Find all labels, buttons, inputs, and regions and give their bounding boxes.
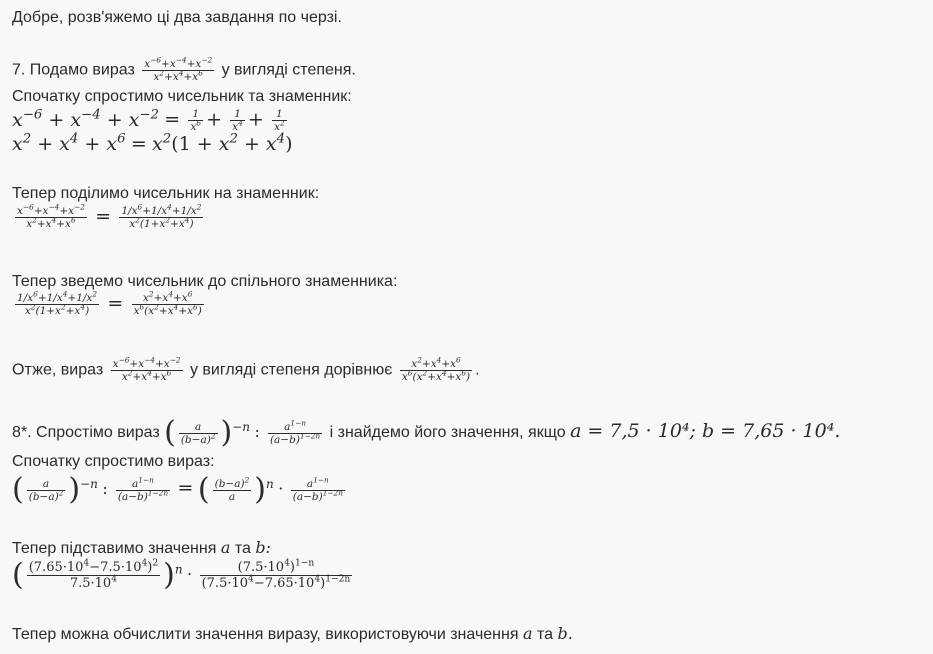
- task7-conclusion: Отже, вираз $\frac{x^{-6}+x^{-4}+x^{-2}}{x^2+x^4+x^6}$ у вигляді степеня дорівнює $\frac{x^2+x^4+x^6}{x^6(x^2+x^4+x^6)}$ .: [12, 355, 480, 383]
- task7-step1: Спочатку спростимо чисельник та знаменник:: [12, 88, 352, 105]
- denominator-simplification: $x^2 + x^4 + x^6 = x^2(1 + x^2 + x^4)$: [12, 131, 293, 155]
- task7-heading: [12, 55, 356, 83]
- task7-lead: 7. Подамо вираз: [12, 61, 135, 79]
- task7-tail: у вигляді степеня.: [221, 61, 356, 79]
- division-step: $\frac{x^{-6}+x^{-4}+x^{-2}}{x^2+x^4+x^6}$ = $\frac{1/x^6+1/x^4+1/x^2}{x^2(1+x^2+x^4)}$: [17, 202, 202, 230]
- substitution-step: ( $\frac{(7.65\cdot 10^4-7.5\cdot 10^4)^2}{7.5\cdot 10^4}$ )$^n$ · $\frac{(7.5\cdot 10^4)^{1-n}}{(7.5\cdot 10^4-7.65\cdot 10^4)^{1-2n}}$: [12, 557, 351, 593]
- task8-step2: Тепер підставимо значення a та b:: [12, 538, 271, 557]
- simplification-step: ( $\frac{a}{(b-a)^2}$ )$^{-n}$ : $\frac{a^{1-n}}{(a-b)^{1-2n}}$ = ( $\frac{(b-a)^2}{a}$ )$^n$ · $\frac{a^{1-n}}{(a-b)^{1-2n}}$: [12, 472, 343, 507]
- common-denominator-step: $\frac{1/x^6+1/x^4+1/x^2}{x^2(1+x^2+x^4)}$ = $\frac{x^2+x^4+x^6}{x^6(x^2+x^4+x^6)}$: [17, 289, 202, 317]
- task7-expression: $\frac{x^{-6}+x^{-4}+x^{-2}}{x^2+x^4+x^6}$: [144, 55, 213, 83]
- task8-condition: a = 7,5 · 10⁴; b = 7,65 · 10⁴.: [570, 420, 841, 443]
- task7-step3: Тепер зведемо чисельник до спільного знаменника:: [12, 273, 398, 290]
- task7-step2: Тепер поділимо чисельник на знаменник:: [12, 185, 320, 202]
- task8-final: Тепер можна обчислити значення виразу, використовуючи значення a та b.: [12, 624, 573, 643]
- task8-lead: 8*. Спростімо вираз: [12, 424, 160, 442]
- numerator-simplification: $x^{-6} + x^{-4} + x^{-2}$ = $\frac{1}{x^6}$ + $\frac{1}{x^4}$ + $\frac{1}{x^2}$: [12, 107, 285, 133]
- task8-heading: 8*. Спростімо вираз ( $\frac{a}{(b-a)^2}$ )$^{-n}$ : $\frac{a^{1-n}}{(a-b)^{1-2n}}$ і знайдемо його значення, якщо a = 7,5 · 10⁴; b = 7,65 · 10⁴.: [12, 415, 841, 450]
- task8-step1: Спочатку спростимо вираз:: [12, 453, 215, 470]
- intro-text: Добре, розв'яжемо ці два завдання по черзі.: [12, 9, 342, 26]
